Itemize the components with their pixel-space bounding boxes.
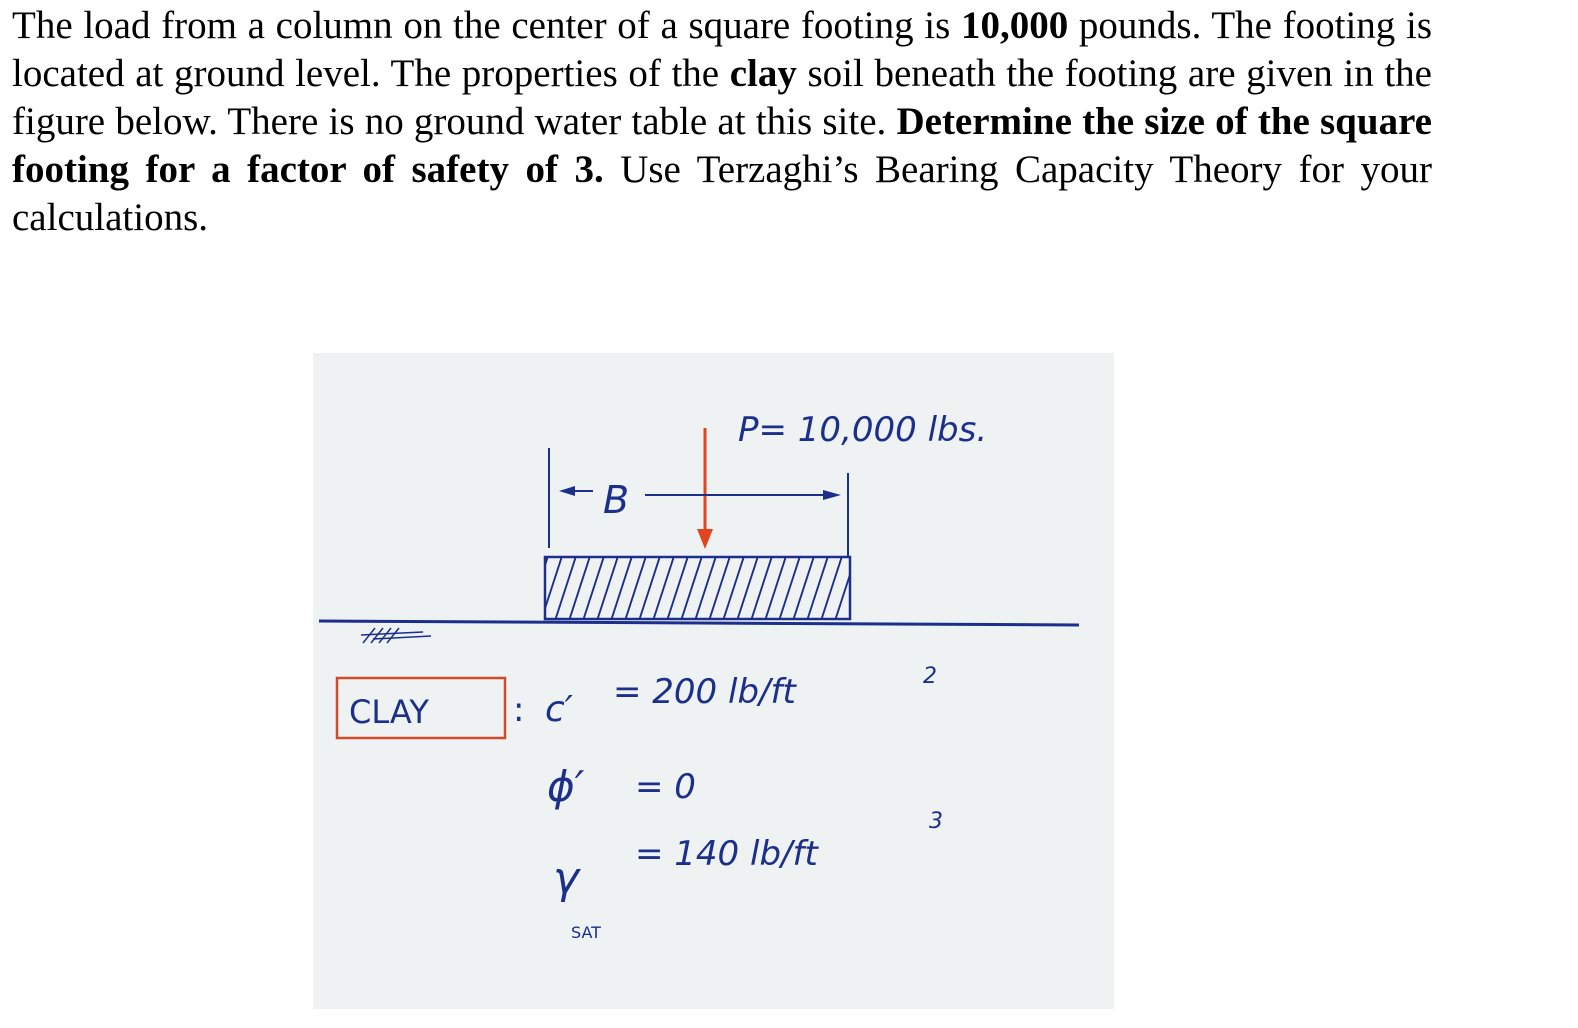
friction-angle-symbol: ϕ′ [547,762,585,811]
ground-hatch-symbol [361,628,431,643]
load-arrow [697,428,713,549]
unit-weight-symbol: γ [553,853,580,904]
load-label: P= 10,000 lbs. [738,410,988,450]
problem-text: The load from a column on the center of a square footing is [12,4,961,47]
cohesion-value: = 200 lb/ft [613,672,796,712]
colon: : [513,690,525,730]
width-dimension [549,448,848,558]
width-label: B [603,478,630,522]
unit-weight-exponent: 3 [929,809,943,834]
cohesion-symbol: c′ [545,689,573,730]
cohesion-exponent: 2 [923,664,937,689]
footing-sketch [313,353,1114,1009]
footing [545,557,850,619]
soil-label: CLAY [349,693,429,731]
problem-text: Use Terzaghi’s Bearing Capacity Theory for your calculations. [12,148,1432,239]
friction-angle-value: = 0 [635,767,696,807]
unit-weight-value: = 140 lb/ft [635,834,818,874]
task-statement: Determine the size of the square footing for a factor of safety of 3. [12,100,1432,191]
soil-type: clay [729,52,797,95]
problem-statement [12,2,1432,242]
unit-weight-subscript: SAT [571,923,601,942]
load-value: 10,000 [960,4,1069,47]
problem-text: soil beneath the footing are given in the figure below. There is no ground water table at this site. [12,52,1432,143]
problem-text: pounds. The footing is located at ground level. The properties of the [12,4,1432,95]
sketch-canvas [313,353,1114,1009]
ground-line [319,621,1079,625]
